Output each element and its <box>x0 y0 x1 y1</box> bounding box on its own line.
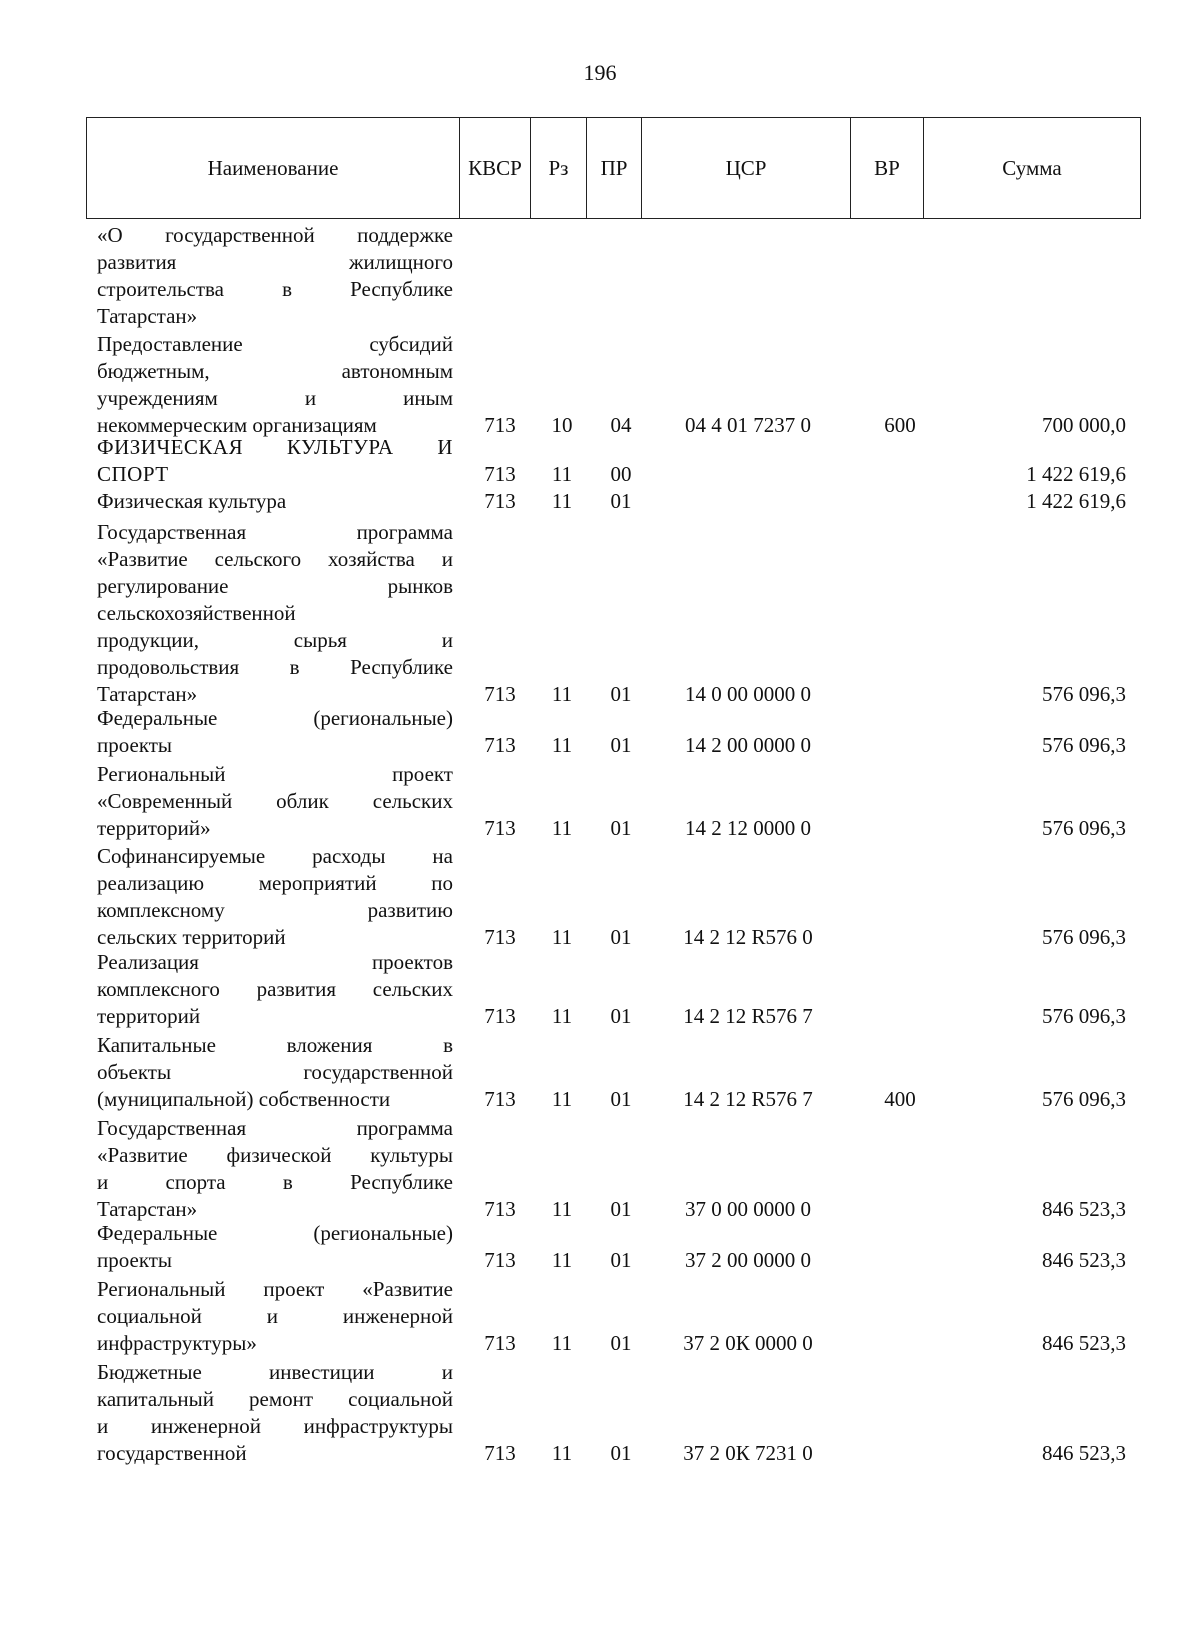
cell-pr: 01 <box>610 1441 632 1465</box>
row-name-line: сельских территорий <box>97 925 286 949</box>
row-name-line: «О государственной поддержке <box>97 223 453 247</box>
cell-sum: 576 096,3 <box>1042 1004 1126 1028</box>
row-name-line: Татарстан» <box>97 304 198 328</box>
cell-csr: 04 4 01 7237 0 <box>685 413 811 437</box>
table-row <box>0 1276 1200 1357</box>
cell-vr: 600 <box>884 413 916 437</box>
cell-pr: 01 <box>610 733 632 757</box>
cell-sum: 846 523,3 <box>1042 1331 1126 1355</box>
cell-pr: 01 <box>610 1197 632 1221</box>
cell-rz: 11 <box>551 1331 573 1355</box>
row-name <box>97 222 453 330</box>
column-header-csr: ЦСР <box>642 118 851 219</box>
row-name-line: СПОРТ <box>97 462 169 486</box>
cell-csr: 14 0 00 0000 0 <box>685 682 811 706</box>
row-name-line: проекты <box>97 733 173 757</box>
cell-sum: 846 523,3 <box>1042 1441 1126 1465</box>
cell-pr: 01 <box>610 1004 632 1028</box>
row-name-line: территорий <box>97 1004 201 1028</box>
cell-sum: 576 096,3 <box>1042 682 1126 706</box>
table-row <box>0 222 1200 330</box>
cell-sum: 1 422 619,6 <box>1026 489 1126 513</box>
row-name-line: Бюджетные инвестиции и <box>97 1360 453 1384</box>
row-name-line: развития жилищного <box>97 250 453 274</box>
column-header-kvsr: КВСР <box>460 118 531 219</box>
cell-csr: 14 2 00 0000 0 <box>685 733 811 757</box>
row-name-line: бюджетным, автономным <box>97 359 453 383</box>
table-row <box>0 843 1200 951</box>
row-name <box>97 331 453 439</box>
row-name-line: Татарстан» <box>97 1197 198 1221</box>
row-name-line: Федеральные (региональные) <box>97 706 453 730</box>
row-name <box>97 1359 453 1467</box>
row-name-line: «Развитие физической культуры <box>97 1143 453 1167</box>
cell-kvsr: 713 <box>484 1331 516 1355</box>
row-name <box>97 1115 453 1223</box>
cell-pr: 01 <box>610 925 632 949</box>
cell-rz: 11 <box>551 682 573 706</box>
row-name-line: проекты <box>97 1248 173 1272</box>
page-number: 196 <box>583 60 617 85</box>
row-name-line: продукции, сырья и <box>97 628 453 652</box>
row-name-line: Государственная программа <box>97 520 453 544</box>
table-row <box>0 331 1200 439</box>
column-header-rz: Рз <box>531 118 587 219</box>
cell-sum: 700 000,0 <box>1042 413 1126 437</box>
row-name-line: и спорта в Республике <box>97 1170 453 1194</box>
row-name-line: сельскохозяйственной <box>97 601 296 625</box>
cell-rz: 10 <box>551 413 573 437</box>
cell-sum: 576 096,3 <box>1042 1087 1126 1111</box>
cell-kvsr: 713 <box>484 1197 516 1221</box>
cell-sum: 576 096,3 <box>1042 733 1126 757</box>
row-name-line: Софинансируемые расходы на <box>97 844 453 868</box>
cell-sum: 846 523,3 <box>1042 1197 1126 1221</box>
cell-rz: 11 <box>551 1087 573 1111</box>
row-name-line: регулирование рынков <box>97 574 453 598</box>
cell-pr: 01 <box>610 489 632 513</box>
row-name-line: государственной <box>97 1441 247 1465</box>
cell-pr: 01 <box>610 1087 632 1111</box>
table-row <box>0 949 1200 1030</box>
cell-sum: 576 096,3 <box>1042 925 1126 949</box>
cell-kvsr: 713 <box>484 462 516 486</box>
cell-rz: 11 <box>551 925 573 949</box>
cell-csr: 14 2 12 R576 7 <box>683 1004 813 1028</box>
table-row <box>0 1359 1200 1467</box>
cell-kvsr: 713 <box>484 1441 516 1465</box>
row-name <box>97 761 453 842</box>
cell-kvsr: 713 <box>484 733 516 757</box>
table-row <box>0 519 1200 708</box>
table-row <box>0 1115 1200 1223</box>
row-name-line: Физическая культура <box>97 489 287 513</box>
cell-kvsr: 713 <box>484 682 516 706</box>
cell-rz: 11 <box>551 1197 573 1221</box>
row-name-line: некоммерческим организациям <box>97 413 377 437</box>
cell-pr: 01 <box>610 1248 632 1272</box>
cell-sum: 576 096,3 <box>1042 816 1126 840</box>
row-name-line: «Современный облик сельских <box>97 789 453 813</box>
cell-rz: 11 <box>551 462 573 486</box>
row-name-line: комплексного развития сельских <box>97 977 453 1001</box>
table-row <box>0 1032 1200 1113</box>
row-name <box>97 434 453 488</box>
cell-pr: 04 <box>610 413 632 437</box>
cell-pr: 01 <box>610 816 632 840</box>
row-name-line: ФИЗИЧЕСКАЯ КУЛЬТУРА И <box>97 435 453 459</box>
cell-rz: 11 <box>551 1441 573 1465</box>
row-name <box>97 1276 453 1357</box>
row-name-line: Региональный проект «Развитие <box>97 1277 453 1301</box>
cell-kvsr: 713 <box>484 413 516 437</box>
row-name-line: социальной и инженерной <box>97 1304 453 1328</box>
cell-csr: 14 2 12 0000 0 <box>685 816 811 840</box>
row-name-line: и инженерной инфраструктуры <box>97 1414 453 1438</box>
row-name-line: (муниципальной) собственности <box>97 1087 391 1111</box>
row-name <box>97 949 453 1030</box>
cell-csr: 14 2 12 R576 0 <box>683 925 813 949</box>
row-name-line: капитальный ремонт социальной <box>97 1387 453 1411</box>
row-name-line: учреждениям и иным <box>97 386 453 410</box>
column-header-name: Наименование <box>87 118 460 219</box>
column-header-pr: ПР <box>587 118 642 219</box>
row-name-line: Региональный проект <box>97 762 453 786</box>
table-row <box>0 434 1200 488</box>
cell-rz: 11 <box>551 1248 573 1272</box>
cell-rz: 11 <box>551 816 573 840</box>
row-name-line: Капитальные вложения в <box>97 1033 453 1057</box>
row-name <box>97 1220 453 1274</box>
cell-pr: 01 <box>610 1331 632 1355</box>
cell-csr: 37 2 0К 0000 0 <box>683 1331 813 1355</box>
column-header-sum: Сумма <box>924 118 1141 219</box>
cell-csr: 37 0 00 0000 0 <box>685 1197 811 1221</box>
cell-csr: 37 2 00 0000 0 <box>685 1248 811 1272</box>
row-name-line: реализацию мероприятий по <box>97 871 453 895</box>
row-name-line: продовольствия в Республике <box>97 655 453 679</box>
cell-sum: 846 523,3 <box>1042 1248 1126 1272</box>
row-name-line: комплексному развитию <box>97 898 453 922</box>
row-name-line: объекты государственной <box>97 1060 453 1084</box>
cell-kvsr: 713 <box>484 925 516 949</box>
row-name <box>97 843 453 951</box>
row-name <box>97 705 453 759</box>
row-name-line: строительства в Республике <box>97 277 453 301</box>
cell-kvsr: 713 <box>484 1087 516 1111</box>
cell-pr: 00 <box>610 462 632 486</box>
cell-csr: 37 2 0К 7231 0 <box>683 1441 813 1465</box>
cell-vr: 400 <box>884 1087 916 1111</box>
row-name-line: Государственная программа <box>97 1116 453 1140</box>
cell-csr: 14 2 12 R576 7 <box>683 1087 813 1111</box>
row-name-line: Реализация проектов <box>97 950 453 974</box>
cell-kvsr: 713 <box>484 489 516 513</box>
cell-kvsr: 713 <box>484 816 516 840</box>
cell-rz: 11 <box>551 733 573 757</box>
cell-rz: 11 <box>551 489 573 513</box>
cell-rz: 11 <box>551 1004 573 1028</box>
table-row <box>0 705 1200 759</box>
column-header-vr: ВР <box>851 118 924 219</box>
cell-pr: 01 <box>610 682 632 706</box>
row-name <box>97 519 453 708</box>
table-header <box>86 117 1141 219</box>
table-row <box>0 488 1200 515</box>
row-name-line: Татарстан» <box>97 682 198 706</box>
row-name-line: Предоставление субсидий <box>97 332 453 356</box>
row-name <box>97 488 453 515</box>
cell-kvsr: 713 <box>484 1004 516 1028</box>
row-name-line: инфраструктуры» <box>97 1331 257 1355</box>
cell-sum: 1 422 619,6 <box>1026 462 1126 486</box>
row-name <box>97 1032 453 1113</box>
row-name-line: «Развитие сельского хозяйства и <box>97 547 453 571</box>
cell-kvsr: 713 <box>484 1248 516 1272</box>
row-name-line: Федеральные (региональные) <box>97 1221 453 1245</box>
table-row <box>0 1220 1200 1274</box>
table-row <box>0 761 1200 842</box>
row-name-line: территорий» <box>97 816 211 840</box>
